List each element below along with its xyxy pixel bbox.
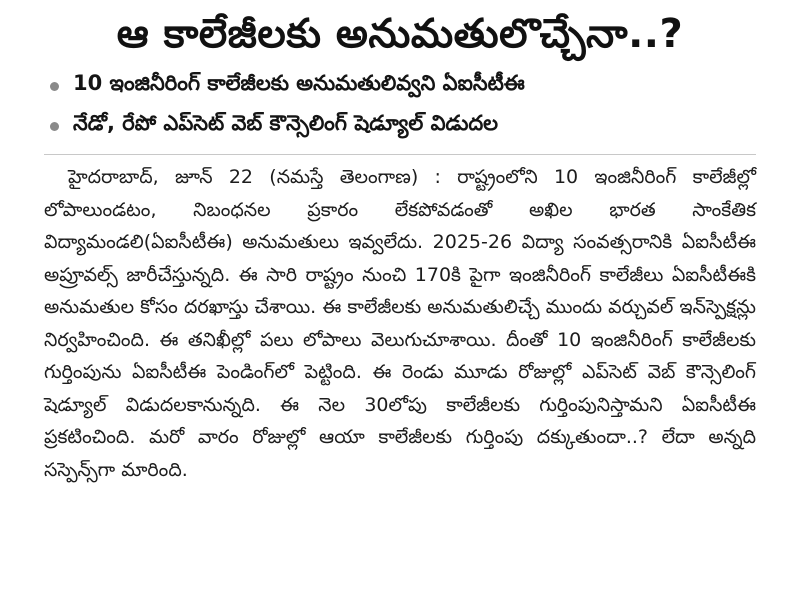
bullet-dot-icon <box>50 122 59 131</box>
headline: ఆ కాలేజీలకు అనుమతులొచ్చేనా..? <box>116 11 684 57</box>
subheadline-list <box>44 66 756 146</box>
divider <box>44 154 756 155</box>
subheadline-item <box>50 106 756 146</box>
bullet-dot-icon <box>50 82 59 91</box>
subheadline-item <box>50 66 756 106</box>
subheadline-text: నేడో, రేపో ఎప్‌సెట్ వెబ్ కౌన్సెలింగ్ షెడ్యూల్ విడుదల <box>73 111 499 135</box>
subheadline-text: 10 ఇంజినీరింగ్ కాలేజీలకు అనుమతులివ్వని ఏఐసీటీఈ <box>73 71 525 95</box>
article-body: హైదరాబాద్, జూన్ 22 (నమస్తే తెలంగాణ) : రాష్ట్రంలోని 10 ఇంజినీరింగ్ కాలేజీల్లో లోపాలుండటం, నిబంధనల ప్రకారం లేకపోవడంతో అఖిల భారత సాంకేతిక విద్యామండలి(ఏఐసీటీఈ) అనుమతులు ఇవ్వలేదు. 2025-26 విద్యా సంవత్సరానికి ఏఐసీటీఈ అప్రూవల్స్ జారీచేస్తున్నది. ఈ సారి రాష్ట్రం నుంచి 170కి పైగా ఇంజినీరింగ్ కాలేజీలు ఏఐసీటీఈకి అనుమతుల కోసం దరఖాస్తు చేశాయి. ఈ కాలేజీలకు అనుమతులిచ్చే ముందు వర్చువల్ ఇన్‌స్పెక్షన్లు నిర్వహించింది. ఈ తనిఖీల్లో పలు లోపాలు వెలుగుచూశాయి. దీంతో 10 ఇంజినీరింగ్ కాలేజీలకు గుర్తింపును ఏఐసీటీఈ పెండింగ్‌లో పెట్టింది. ఈ రెండు మూడు రోజుల్లో ఎప్‌సెట్ వెబ్ కౌన్సెలింగ్ షెడ్యూల్ విడుదలకానున్నది. ఈ నెల 30లోపు కాలేజీలకు గుర్తింపునిస్తామని ఏఐసీటీఈ ప్రకటించింది. మరో వారం రోజుల్లో ఆయా కాలేజీలకు గుర్తింపు దక్కుతుందా..? లేదా అన్నది సస్పెన్స్‌గా మారింది. <box>44 166 756 481</box>
